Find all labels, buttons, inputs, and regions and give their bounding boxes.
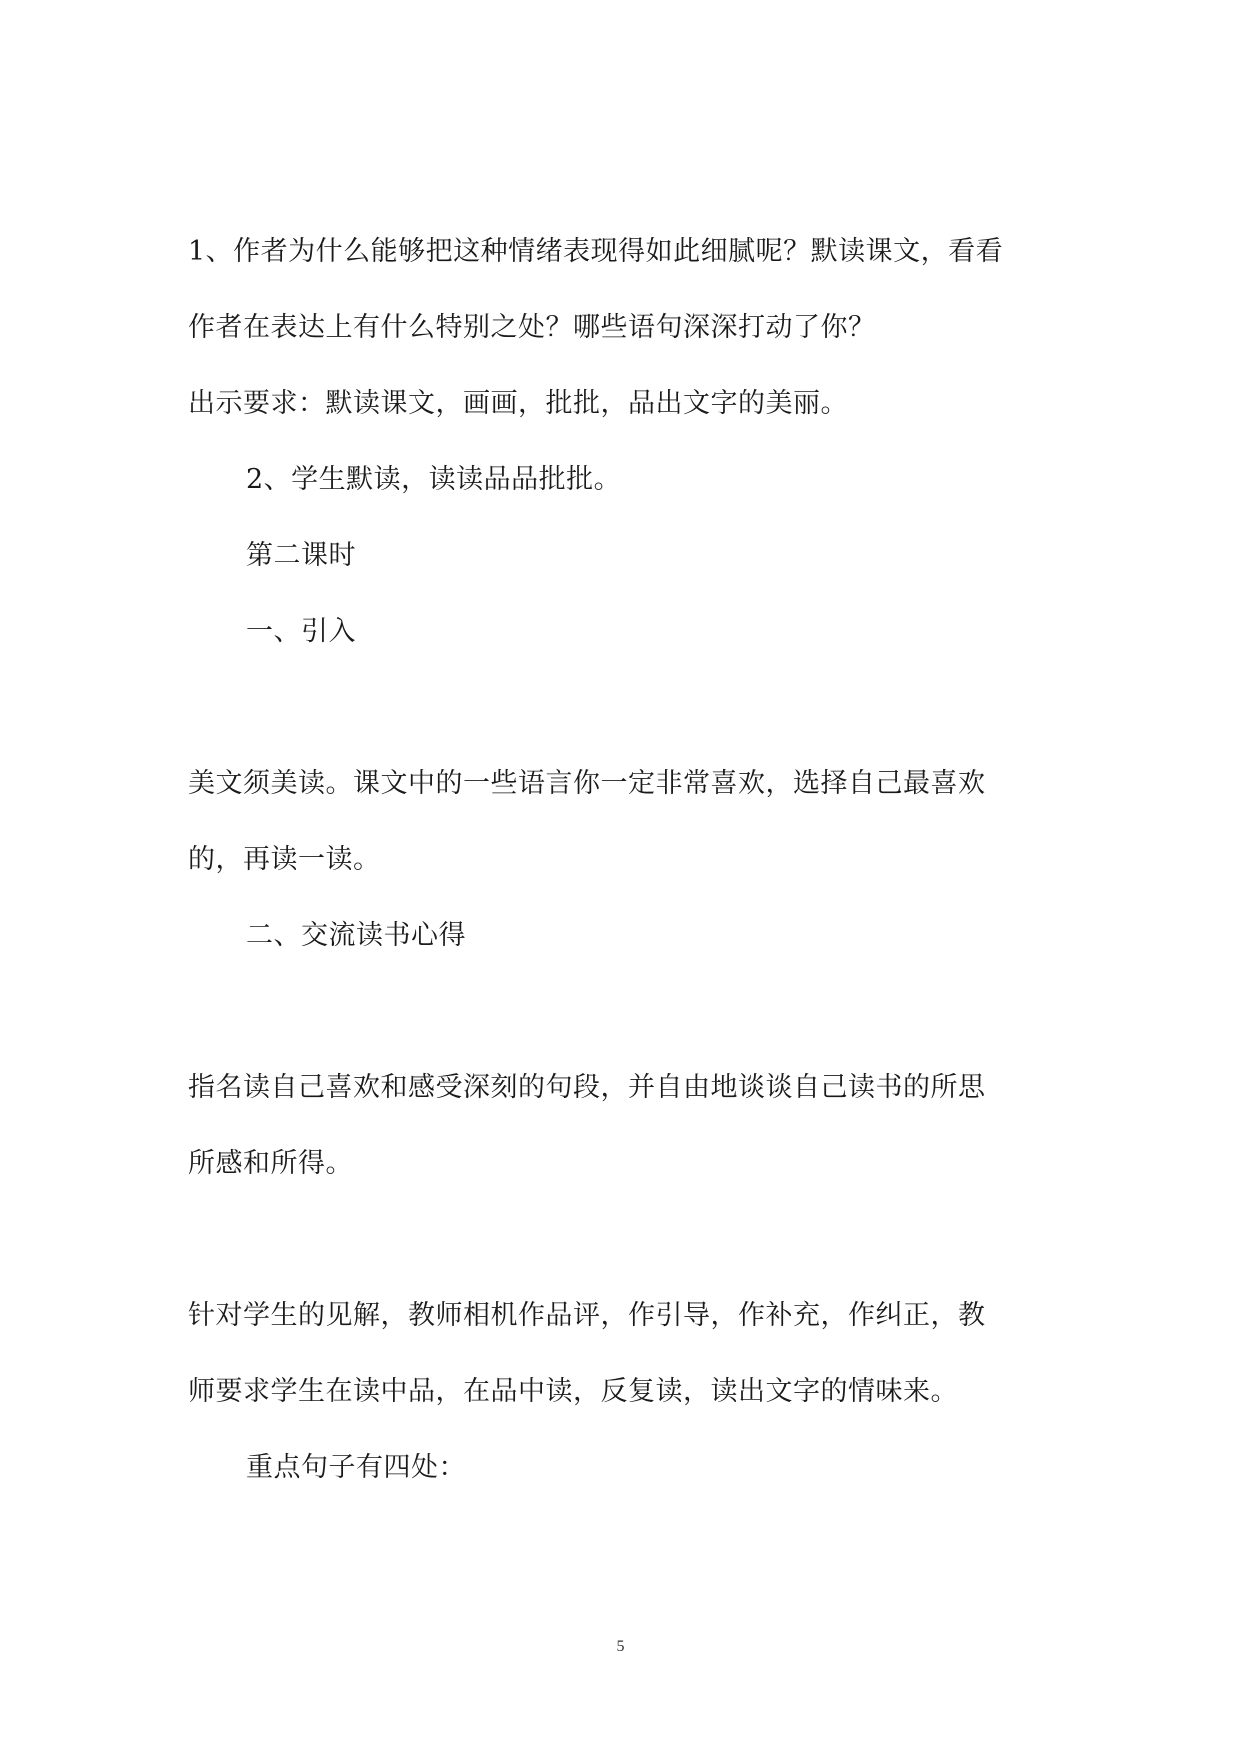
section-heading: 一、引入	[246, 616, 356, 647]
section-heading: 二、交流读书心得	[246, 920, 466, 951]
paragraph-line: 的，再读一读。	[188, 844, 381, 875]
paragraph-line: 1、作者为什么能够把这种情绪表现得如此细腻呢？默读课文，看看	[188, 236, 1004, 267]
paragraph-line: 重点句子有四处：	[246, 1452, 466, 1483]
paragraph-line: 作者在表达上有什么特别之处？哪些语句深深打动了你？	[188, 312, 876, 343]
paragraph-line: 师要求学生在读中品，在品中读，反复读，读出文字的情味来。	[188, 1376, 958, 1407]
paragraph-line: 针对学生的见解，教师相机作品评，作引导，作补充，作纠正，教	[188, 1300, 986, 1331]
paragraph-line: 美文须美读。课文中的一些语言你一定非常喜欢，选择自己最喜欢	[188, 768, 986, 799]
paragraph-line: 出示要求：默读课文，画画，批批，品出文字的美丽。	[188, 388, 848, 419]
page-number: 5	[616, 1638, 625, 1655]
paragraph-line: 指名读自己喜欢和感受深刻的句段，并自由地谈谈自己读书的所思	[188, 1072, 986, 1103]
section-heading: 第二课时	[246, 540, 356, 571]
paragraph-line: 2、学生默读，读读品品批批。	[246, 464, 622, 495]
paragraph-line: 所感和所得。	[188, 1148, 353, 1179]
